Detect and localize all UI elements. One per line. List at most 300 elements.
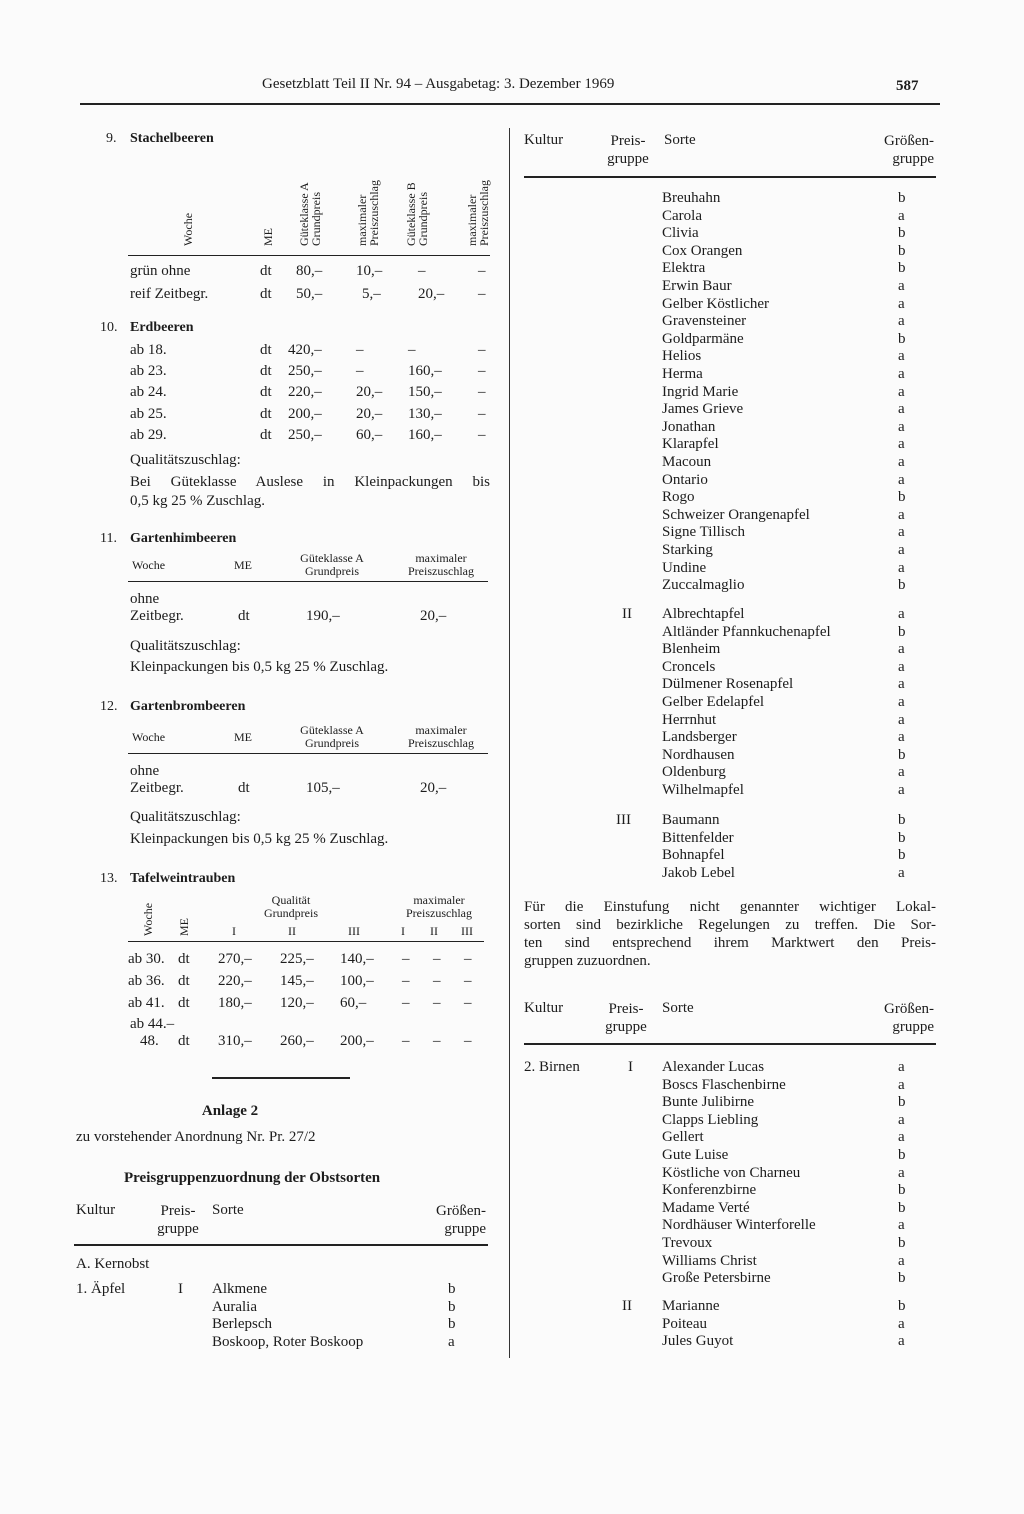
s13-row-me: dt xyxy=(178,951,190,967)
s10-row-gkb: 150,– xyxy=(408,384,442,401)
apple-group-1-variety: Ingrid Marie xyxy=(662,383,739,400)
section-11-number: 11. xyxy=(100,531,117,546)
s13-last-row-label2: 48. xyxy=(140,1033,159,1049)
s12-col-gka-line1: Güteklasse A xyxy=(300,723,364,737)
apple-group-2-variety: Nordhausen xyxy=(662,746,735,763)
right-col-kultur: Kultur xyxy=(524,132,564,148)
right-col-groessengruppe xyxy=(860,132,934,168)
s13-row-q1: 180,– xyxy=(218,995,252,1011)
pear-group-1-size-group: a xyxy=(898,1129,905,1146)
s10-row-label: ab 29. xyxy=(130,426,167,443)
s9-col-woche: Woche xyxy=(181,212,195,246)
apple-group-1-size-group: b xyxy=(898,489,906,506)
apple-group-1-variety: Zuccalmaglio xyxy=(662,577,745,594)
apple-group-3-variety: Jakob Lebel xyxy=(662,864,735,881)
pear-group-1-size-group: b xyxy=(898,1270,906,1287)
left-list-rule xyxy=(74,1244,488,1246)
apple-group-1-variety: Gelber Köstlicher xyxy=(662,295,770,312)
s12-row-surcharge: 20,– xyxy=(420,780,447,796)
pear-group-1-size-group: a xyxy=(898,1076,905,1093)
pear-group-1-variety: Gellert xyxy=(662,1129,704,1146)
apple-group-1-variety: Cox Orangen xyxy=(662,242,743,259)
s9-col-me: ME xyxy=(261,228,275,246)
pear-group-1-variety: Boscs Flaschenbirne xyxy=(662,1076,786,1093)
pear-group-1-variety: Gute Luise xyxy=(662,1147,729,1163)
pear-group-1-size-group: a xyxy=(898,1164,905,1181)
s13-row-q2: 145,– xyxy=(280,973,314,989)
apple-group-1-size-group: a xyxy=(898,542,905,558)
s11-col-gka-line2: Grundpreis xyxy=(305,564,359,578)
pear-group-1-variety: Konferenzbirne xyxy=(662,1182,757,1199)
s9-row-max1: 10,– xyxy=(356,263,383,279)
pears-group-2-label: II xyxy=(622,1298,632,1314)
apple-group-1-size-group: a xyxy=(898,454,905,470)
s13-row-m2: – xyxy=(433,973,441,989)
s10-row-max2: – xyxy=(478,405,486,422)
s10-row-max2: – xyxy=(478,426,486,443)
s13-col-max-line1: maximaler xyxy=(413,893,465,907)
s10-row-me: dt xyxy=(260,342,272,358)
right-col-preisgruppe-line1: Preis- xyxy=(610,133,646,149)
s11-col-max xyxy=(386,552,496,578)
apple-group-1-variety: Breuhahn xyxy=(662,190,721,206)
s13-row-label: ab 36. xyxy=(128,973,165,989)
s12-col-gka xyxy=(282,724,382,750)
apple-group-1-variety: Schweizer Orangenapfel xyxy=(662,506,810,523)
s13-row-q1: 220,– xyxy=(218,973,252,989)
s13-last-row-q1: 310,– xyxy=(218,1033,252,1049)
apple-group-1-variety: Jonathan xyxy=(662,418,716,435)
pears-col-sorte: Sorte xyxy=(662,1000,694,1016)
apple-group-2-size-group: a xyxy=(898,764,905,781)
s10-row-max2: – xyxy=(478,363,486,380)
pears-col-groessengruppe xyxy=(860,1000,934,1036)
s12-table-rule xyxy=(128,753,488,754)
paragraph-line: ten sind entsprechend ihrem Marktwert den Preis- xyxy=(524,935,936,951)
apple-group-1-size-group: a xyxy=(898,295,905,312)
s10-row-gkb: 160,– xyxy=(408,363,442,380)
s13-last-row-q2: 260,– xyxy=(280,1033,314,1049)
apple-group-1-size-group: b xyxy=(898,190,906,206)
right-col-groessengruppe-line2: gruppe xyxy=(892,151,934,167)
apple-group-1-size-group: a xyxy=(898,418,905,435)
s12-note-title: Qualitätszuschlag: xyxy=(130,809,241,825)
column-divider xyxy=(509,128,510,1358)
s10-row-max1: 20,– xyxy=(356,384,383,401)
apple-group-2-size-group: b xyxy=(898,623,906,640)
s10-row-me: dt xyxy=(260,384,272,401)
s12-note: Kleinpackungen bis 0,5 kg 25 % Zuschlag. xyxy=(130,831,389,847)
s13-last-row-m2: – xyxy=(433,1033,441,1049)
pears-col-preisgruppe-line1: Preis- xyxy=(608,1001,644,1017)
s11-col-gka-line1: Güteklasse A xyxy=(300,551,364,565)
s13-row-m3: – xyxy=(464,995,472,1011)
pear-group-1-size-group: a xyxy=(898,1217,905,1234)
section-12-heading: Gartenbrombeeren xyxy=(130,699,246,714)
s13-last-row-m1: – xyxy=(402,1033,410,1049)
apple-group-1-variety: Carola xyxy=(662,207,702,224)
s9-row-me: dt xyxy=(260,263,272,279)
s10-row-max1: – xyxy=(356,363,364,380)
left-list-variety: Boskoop, Roter Boskoop xyxy=(212,1333,364,1350)
s10-row-label: ab 23. xyxy=(130,363,167,380)
apple-group-1-variety: Starking xyxy=(662,542,713,558)
pears-col-groessengruppe-line2: gruppe xyxy=(892,1019,934,1035)
s11-row-label1: ohne xyxy=(130,591,160,607)
apple-group-1-size-group: a xyxy=(898,278,905,294)
apple-group-2-size-group: a xyxy=(898,711,905,728)
s13-col-qualitaet-line2: Grundpreis xyxy=(264,906,318,920)
pear-group-1-size-group: b xyxy=(898,1235,906,1251)
apple-group-1-variety: Erwin Baur xyxy=(662,278,732,294)
s13-row-q2: 120,– xyxy=(280,995,314,1011)
s10-row-max1: 20,– xyxy=(356,405,383,422)
section-10-number: 10. xyxy=(100,320,118,335)
pear-group-2-variety: Poiteau xyxy=(662,1315,707,1332)
apple-group-2-size-group: a xyxy=(898,606,905,622)
s12-col-gka-line2: Grundpreis xyxy=(305,736,359,750)
s10-row-label: ab 18. xyxy=(130,342,167,358)
apple-group-2-variety: Oldenburg xyxy=(662,764,726,781)
s13-row-m1: – xyxy=(402,995,410,1011)
apple-group-2-variety: Wilhelmapfel xyxy=(662,782,744,798)
s13-subcol: II xyxy=(430,924,438,938)
left-list-size-group: b xyxy=(448,1298,456,1315)
left-list-variety: Alkmene xyxy=(212,1281,267,1297)
apple-group-3-variety: Baumann xyxy=(662,812,720,828)
s9-row-max2: – xyxy=(478,263,486,279)
pear-group-1-size-group: b xyxy=(898,1182,906,1199)
s11-col-woche: Woche xyxy=(132,558,166,572)
section-end-rule xyxy=(212,1077,350,1079)
apple-group-1-variety: Signe Tillisch xyxy=(662,524,745,541)
pear-group-2-size-group: a xyxy=(898,1315,905,1332)
s9-row-label: reif Zeitbegr. xyxy=(130,286,209,302)
s9-row-label: grün ohne xyxy=(130,263,191,279)
s13-last-row-label1: ab 44.– xyxy=(130,1016,175,1032)
s10-row-gka: 200,– xyxy=(288,405,322,422)
s9-row-gkb: 20,– xyxy=(418,286,445,302)
pear-group-1-variety: Clapps Liebling xyxy=(662,1111,759,1128)
apple-group-1-variety: Goldparmäne xyxy=(662,330,744,347)
left-list-group: I xyxy=(178,1281,183,1297)
left-list-variety: Auralia xyxy=(212,1298,257,1315)
s10-row-label: ab 24. xyxy=(130,384,167,401)
s10-row-gkb: – xyxy=(408,342,416,358)
pear-group-1-variety: Madame Verté xyxy=(662,1199,750,1216)
apple-group-2-variety: Croncels xyxy=(662,658,716,675)
pears-col-preisgruppe-line2: gruppe xyxy=(605,1019,647,1035)
left-list-variety: Berlepsch xyxy=(212,1316,272,1333)
section-11-heading: Gartenhimbeeren xyxy=(130,531,237,546)
s9-row-max1: 5,– xyxy=(362,286,381,302)
s13-row-label: ab 30. xyxy=(128,951,165,967)
s13-row-me: dt xyxy=(178,995,190,1011)
apple-group-1-variety: Herma xyxy=(662,366,703,382)
apple-group-1-size-group: a xyxy=(898,383,905,400)
apple-group-2-variety: Dülmener Rosenapfel xyxy=(662,676,794,693)
pear-group-2-size-group: a xyxy=(898,1333,905,1350)
pear-group-1-size-group: a xyxy=(898,1059,905,1075)
pear-group-1-variety: Trevoux xyxy=(662,1235,713,1251)
left-col-groessengruppe xyxy=(414,1202,486,1238)
s13-row-q3: 60,– xyxy=(340,995,367,1011)
apple-group-3-size-group: b xyxy=(898,829,906,846)
apple-group-1-size-group: a xyxy=(898,401,905,418)
s10-note-title: Qualitätszuschlag: xyxy=(130,452,241,468)
s9-table-rule xyxy=(128,255,490,256)
apple-group-1-size-group: a xyxy=(898,366,905,382)
pear-group-1-variety: Köstliche von Charneu xyxy=(662,1164,801,1181)
apple-group-3-size-group: b xyxy=(898,847,906,864)
apple-group-3-variety: Bohnapfel xyxy=(662,847,725,864)
pear-group-1-variety: Bunte Julibirne xyxy=(662,1094,755,1111)
s13-row-q2: 225,– xyxy=(280,951,314,967)
pear-group-1-size-group: b xyxy=(898,1199,906,1216)
anlage-heading: Preisgruppenzuordnung der Obstsorten xyxy=(124,1170,381,1186)
s10-row-me: dt xyxy=(260,426,272,443)
pear-group-1-size-group: b xyxy=(898,1094,906,1111)
s11-col-me: ME xyxy=(234,558,252,572)
paragraph-line: gruppen zuzuordnen. xyxy=(524,953,651,969)
apple-group-2-variety: Altländer Pfannkuchenapfel xyxy=(662,623,831,640)
apple-group-3-label: III xyxy=(616,812,631,828)
s13-row-q3: 100,– xyxy=(340,973,374,989)
s13-col-me: ME xyxy=(177,918,191,936)
s13-subcol: II xyxy=(288,924,296,938)
s10-row-gka: 250,– xyxy=(288,363,322,380)
s10-row-gka: 420,– xyxy=(288,342,322,358)
right-col-preisgruppe-line2: gruppe xyxy=(607,151,649,167)
apple-group-2-variety: Herrnhut xyxy=(662,711,717,728)
apple-group-2-label: II xyxy=(622,606,632,622)
apple-group-1-variety: Macoun xyxy=(662,454,712,470)
left-list-section: A. Kernobst xyxy=(76,1256,150,1272)
pear-group-1-variety: Williams Christ xyxy=(662,1252,757,1269)
left-col-preisgruppe-line1: Preis- xyxy=(160,1203,196,1219)
s12-row-label1: ohne xyxy=(130,763,160,779)
header-rule xyxy=(80,103,940,105)
apple-group-3-variety: Bittenfelder xyxy=(662,829,734,846)
apple-group-1-variety: Rogo xyxy=(662,489,695,506)
s11-note-title: Qualitätszuschlag: xyxy=(130,638,241,654)
s10-row-me: dt xyxy=(260,405,272,422)
left-list-size-group: a xyxy=(448,1333,455,1350)
pears-col-preisgruppe xyxy=(594,1000,658,1036)
left-col-groessengruppe-line1: Größen- xyxy=(436,1203,486,1219)
apple-group-2-variety: Albrechtapfel xyxy=(662,606,745,622)
s9-row-max2: – xyxy=(478,286,486,302)
apple-group-2-size-group: a xyxy=(898,676,905,693)
pear-group-1-variety: Nordhäuser Winterforelle xyxy=(662,1217,816,1234)
s10-row-gka: 250,– xyxy=(288,426,322,443)
s10-row-max1: 60,– xyxy=(356,426,383,443)
s12-row-label2: Zeitbegr. xyxy=(130,780,184,796)
apple-group-1-size-group: a xyxy=(898,559,905,576)
s13-subcol: I xyxy=(401,924,405,938)
apple-group-2-size-group: a xyxy=(898,694,905,710)
s10-row-max2: – xyxy=(478,384,486,401)
s12-col-max-line1: maximaler xyxy=(415,723,467,737)
s11-row-label2: Zeitbegr. xyxy=(130,608,184,624)
s13-subcol: I xyxy=(232,924,236,938)
left-col-preisgruppe xyxy=(148,1202,208,1238)
s13-subcol: III xyxy=(461,924,473,938)
page-header-title: Gesetzblatt Teil II Nr. 94 – Ausgabetag: 3. Dezember 1969 xyxy=(262,76,615,92)
s12-col-me: ME xyxy=(234,730,252,744)
s10-row-gkb: 130,– xyxy=(408,405,442,422)
apple-group-1-variety: James Grieve xyxy=(662,401,744,418)
section-9-number: 9. xyxy=(106,131,117,146)
s12-col-woche: Woche xyxy=(132,730,166,744)
apple-group-1-size-group: b xyxy=(898,260,906,277)
section-13-number: 13. xyxy=(100,871,118,886)
apple-group-2-variety: Blenheim xyxy=(662,641,721,658)
s13-row-m2: – xyxy=(433,951,441,967)
s13-last-row-m3: – xyxy=(464,1033,472,1049)
s9-col-max1: maximaler Preiszuschlag xyxy=(355,180,381,246)
right-list-rule xyxy=(524,176,936,178)
s12-row-me: dt xyxy=(238,780,250,796)
s13-row-m2: – xyxy=(433,995,441,1011)
apple-group-2-size-group: a xyxy=(898,782,905,798)
pear-group-2-variety: Marianne xyxy=(662,1298,720,1314)
apple-group-1-variety: Undine xyxy=(662,559,707,576)
left-list-kultur: 1. Äpfel xyxy=(76,1281,126,1297)
apple-group-1-variety: Ontario xyxy=(662,471,708,488)
pear-group-1-variety: Große Petersbirne xyxy=(662,1270,771,1287)
s10-row-max2: – xyxy=(478,342,486,358)
pears-col-kultur: Kultur xyxy=(524,1000,564,1016)
s12-row-price: 105,– xyxy=(306,780,340,796)
s11-table-rule xyxy=(128,581,488,582)
apple-group-1-size-group: a xyxy=(898,524,905,541)
s9-row-gka: 50,– xyxy=(296,286,323,302)
section-12-number: 12. xyxy=(100,699,118,714)
s13-row-m1: – xyxy=(402,973,410,989)
pear-group-2-size-group: b xyxy=(898,1298,906,1314)
s11-row-me: dt xyxy=(238,608,250,624)
anlage-subtitle: zu vorstehender Anordnung Nr. Pr. 27/2 xyxy=(76,1129,316,1145)
apple-group-2-variety: Gelber Edelapfel xyxy=(662,694,765,710)
s10-row-label: ab 25. xyxy=(130,405,167,422)
apple-group-1-size-group: b xyxy=(898,242,906,259)
apple-group-1-size-group: a xyxy=(898,506,905,523)
s13-row-m1: – xyxy=(402,951,410,967)
s11-row-price: 190,– xyxy=(306,608,340,624)
pear-group-1-size-group: a xyxy=(898,1111,905,1128)
page-number: 587 xyxy=(896,78,919,94)
section-10-heading: Erdbeeren xyxy=(130,320,194,335)
s9-col-gka: Güteklasse A Grundpreis xyxy=(297,183,323,246)
s9-row-gka: 80,– xyxy=(296,263,323,279)
s11-col-max-line1: maximaler xyxy=(415,551,467,565)
apple-group-1-variety: Gravensteiner xyxy=(662,313,747,330)
apple-group-1-variety: Clivia xyxy=(662,225,699,242)
s11-col-gka xyxy=(282,552,382,578)
s11-row-surcharge: 20,– xyxy=(420,608,447,624)
s9-row-me: dt xyxy=(260,286,272,302)
s10-note-line2: 0,5 kg 25 % Zuschlag. xyxy=(130,493,265,509)
left-col-preisgruppe-line2: gruppe xyxy=(157,1221,199,1237)
s11-col-max-line2: Preiszuschlag xyxy=(408,564,474,578)
left-col-groessengruppe-line2: gruppe xyxy=(444,1221,486,1237)
paragraph-line: Für die Einstufung nicht genannter wichtiger Lokal- xyxy=(524,899,936,915)
s13-row-q1: 270,– xyxy=(218,951,252,967)
apple-group-1-variety: Klarapfel xyxy=(662,436,719,453)
s9-col-max2: maximaler Preiszuschlag xyxy=(465,180,491,246)
apple-group-1-size-group: a xyxy=(898,471,905,488)
paragraph xyxy=(524,898,936,970)
apple-group-1-size-group: b xyxy=(898,225,906,242)
s11-note: Kleinpackungen bis 0,5 kg 25 % Zuschlag. xyxy=(130,659,389,675)
apple-group-2-size-group: a xyxy=(898,729,905,746)
s12-col-max xyxy=(386,724,496,750)
s13-row-label: ab 41. xyxy=(128,995,165,1011)
s13-last-row-q3: 200,– xyxy=(340,1033,374,1049)
left-col-kultur: Kultur xyxy=(76,1202,116,1218)
pear-group-2-variety: Jules Guyot xyxy=(662,1333,734,1350)
s13-table-rule xyxy=(128,941,484,942)
pear-group-1-size-group: a xyxy=(898,1252,905,1269)
apple-group-1-variety: Helios xyxy=(662,348,702,365)
apple-group-1-variety: Elektra xyxy=(662,260,706,277)
s13-row-m3: – xyxy=(464,951,472,967)
apple-group-1-size-group: a xyxy=(898,207,905,224)
anlage-title: Anlage 2 xyxy=(201,1103,259,1119)
pear-group-1-size-group: b xyxy=(898,1147,906,1163)
right-col-preisgruppe xyxy=(596,132,660,168)
left-list-size-group: b xyxy=(448,1316,456,1333)
s9-row-gkb: – xyxy=(418,263,426,279)
s13-col-max xyxy=(384,894,494,920)
apple-group-3-size-group: a xyxy=(898,864,905,881)
s13-last-row-me: dt xyxy=(178,1033,190,1049)
s10-row-gkb: 160,– xyxy=(408,426,442,443)
apple-group-1-size-group: b xyxy=(898,577,906,594)
s9-col-gkb: Güteklasse B Grundpreis xyxy=(404,182,430,246)
s10-row-max1: – xyxy=(356,342,364,358)
s10-note-line1: Bei Güteklasse Auslese in Kleinpackungen bis xyxy=(130,474,490,490)
apple-group-1-size-group: a xyxy=(898,436,905,453)
s13-col-qualitaet xyxy=(236,894,346,920)
apple-group-2-size-group: b xyxy=(898,746,906,763)
pears-col-groessengruppe-line1: Größen- xyxy=(884,1001,934,1017)
section-9-heading: Stachelbeeren xyxy=(130,131,214,146)
s10-row-me: dt xyxy=(260,363,272,380)
s13-row-q3: 140,– xyxy=(340,951,374,967)
pears-list-rule xyxy=(524,1043,936,1045)
left-list-size-group: b xyxy=(448,1281,456,1297)
apple-group-1-size-group: a xyxy=(898,313,905,330)
pears-group-1-label: I xyxy=(628,1059,633,1075)
apple-group-2-size-group: a xyxy=(898,641,905,658)
apple-group-2-variety: Landsberger xyxy=(662,729,737,746)
paragraph-line: sorten sind bezirkliche Regelungen zu treffen. Die Sor- xyxy=(524,917,936,933)
s13-col-max-line2: Preiszuschlag xyxy=(406,906,472,920)
apple-group-1-size-group: a xyxy=(898,348,905,365)
right-col-groessengruppe-line1: Größen- xyxy=(884,133,934,149)
s10-row-gka: 220,– xyxy=(288,384,322,401)
left-col-sorte: Sorte xyxy=(212,1202,244,1218)
s12-col-max-line2: Preiszuschlag xyxy=(408,736,474,750)
pear-group-1-variety: Alexander Lucas xyxy=(662,1059,765,1075)
right-col-sorte: Sorte xyxy=(664,132,696,148)
apple-group-2-size-group: a xyxy=(898,658,905,675)
s13-subcol: III xyxy=(348,924,360,938)
apple-group-1-size-group: b xyxy=(898,330,906,347)
s13-col-woche: Woche xyxy=(141,902,155,936)
